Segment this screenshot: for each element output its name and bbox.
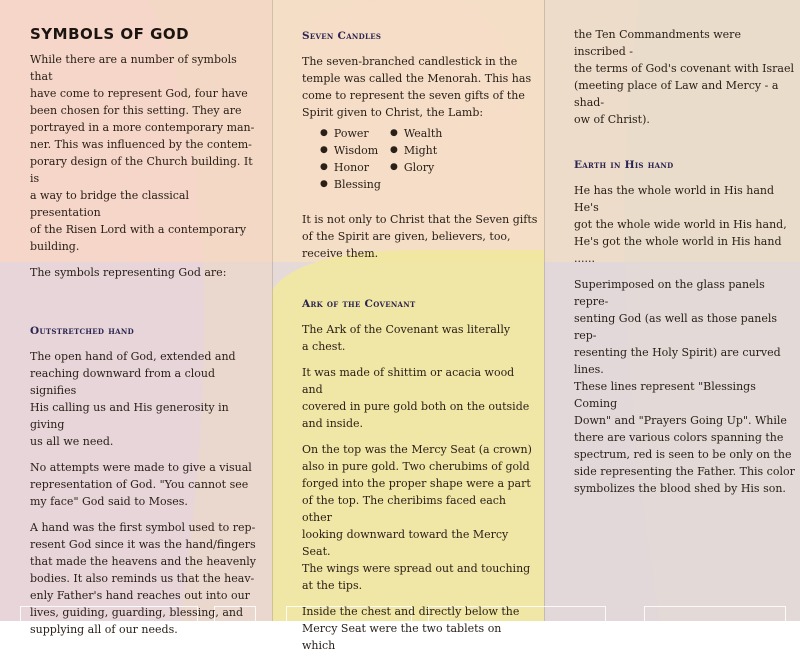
paragraph: The seven-branched candlestick in the temple was called the Menorah. This has come to represent the seven gifts of the Spirit given to Christ, the Lamb: [302, 55, 532, 119]
column-left [30, 26, 262, 647]
gifts-list-left [320, 125, 380, 193]
paragraph: Superimposed on the glass panels repre- senting God (as well as those panels rep- resenting the Holy Spirit) are curved lines. These lines represent "Blessings Coming Down" and "Prayers Going Up". While there are various colors spanning the spectrum, red is seen to be only on the side representing the Father. This color symbolizes the blood shed by His son. [574, 278, 795, 495]
intro-paragraph: While there are a number of symbols that have come to represent God, four have been chosen for this setting. They are portrayed in a more contemporary man- ner. This was influenced by the contem- porary design of the Church building. It is a way to bridge the classical presentation of the Risen Lord with a contemporary building. [30, 53, 255, 253]
paragraph: No attempts were made to give a visual representation of God. "You cannot see my face" God said to Moses. [30, 461, 252, 508]
section-heading-ark-of-the-covenant: Ark of the Covenant [302, 298, 416, 310]
fold-line-1 [272, 0, 273, 621]
gifts-list [320, 125, 538, 193]
column-middle [302, 28, 538, 663]
decorative-strip [644, 606, 786, 621]
section-heading-outstretched-hand: Outstretched hand [30, 325, 134, 337]
list-item: ● Power [320, 127, 369, 140]
list-item: ● Might [390, 144, 438, 157]
page-title: SYMBOLS OF GOD [30, 25, 190, 43]
list-item: ● Blessing [320, 178, 381, 191]
symbols-intro-text: The symbols representing God are: [30, 266, 227, 279]
paragraph: It is not only to Christ that the Seven gifts of the Spirit are given, believers, too, receive them. [302, 213, 538, 260]
paragraph: He has the whole world in His hand He's got the whole wide world in His hand, He's got the whole world in His hand ...... [574, 184, 787, 265]
paragraph: It was made of shittim or acacia wood and covered in pure gold both on the outside and inside. [302, 366, 530, 430]
list-item: ● Honor [320, 161, 370, 174]
fold-line-2 [544, 0, 545, 621]
list-item: ● Wisdom [320, 144, 379, 157]
gifts-list-right [390, 125, 442, 193]
column-right [574, 26, 796, 506]
paragraph: On the top was the Mercy Seat (a crown) also in pure gold. Two cherubims of gold forged into the proper shape were a part of the top. The cheribims faced each other looking downward toward the Mercy Seat. The wings were spread out and touching at the tips. [302, 443, 532, 592]
paragraph: Inside the chest and directly below the Mercy Seat were the two tablets on which [302, 605, 520, 652]
list-item: ● Glory [390, 161, 435, 174]
list-item: ● Wealth [390, 127, 443, 140]
paragraph: the Ten Commandments were inscribed - the terms of God's covenant with Israel (meeting place of Law and Mercy - a shad- ow of Christ). [574, 28, 794, 126]
paragraph: A hand was the first symbol used to rep- resent God since it was the hand/fingers that made the heavens and the heavenly bodies. It also reminds us that the heav- enly Father's hand reaches out into our lives, guiding, guarding, blessing, and supplying all of our needs. [30, 521, 257, 636]
section-heading-seven-candles: Seven Candles [302, 30, 382, 42]
paragraph: The open hand of God, extended and reaching downward from a cloud signifies His calling us and His generosity in giving us all we need. [30, 350, 236, 448]
paragraph: The Ark of the Covenant was literally a chest. [302, 323, 511, 353]
section-heading-earth-in-his-hand: Earth in His hand [574, 159, 674, 171]
